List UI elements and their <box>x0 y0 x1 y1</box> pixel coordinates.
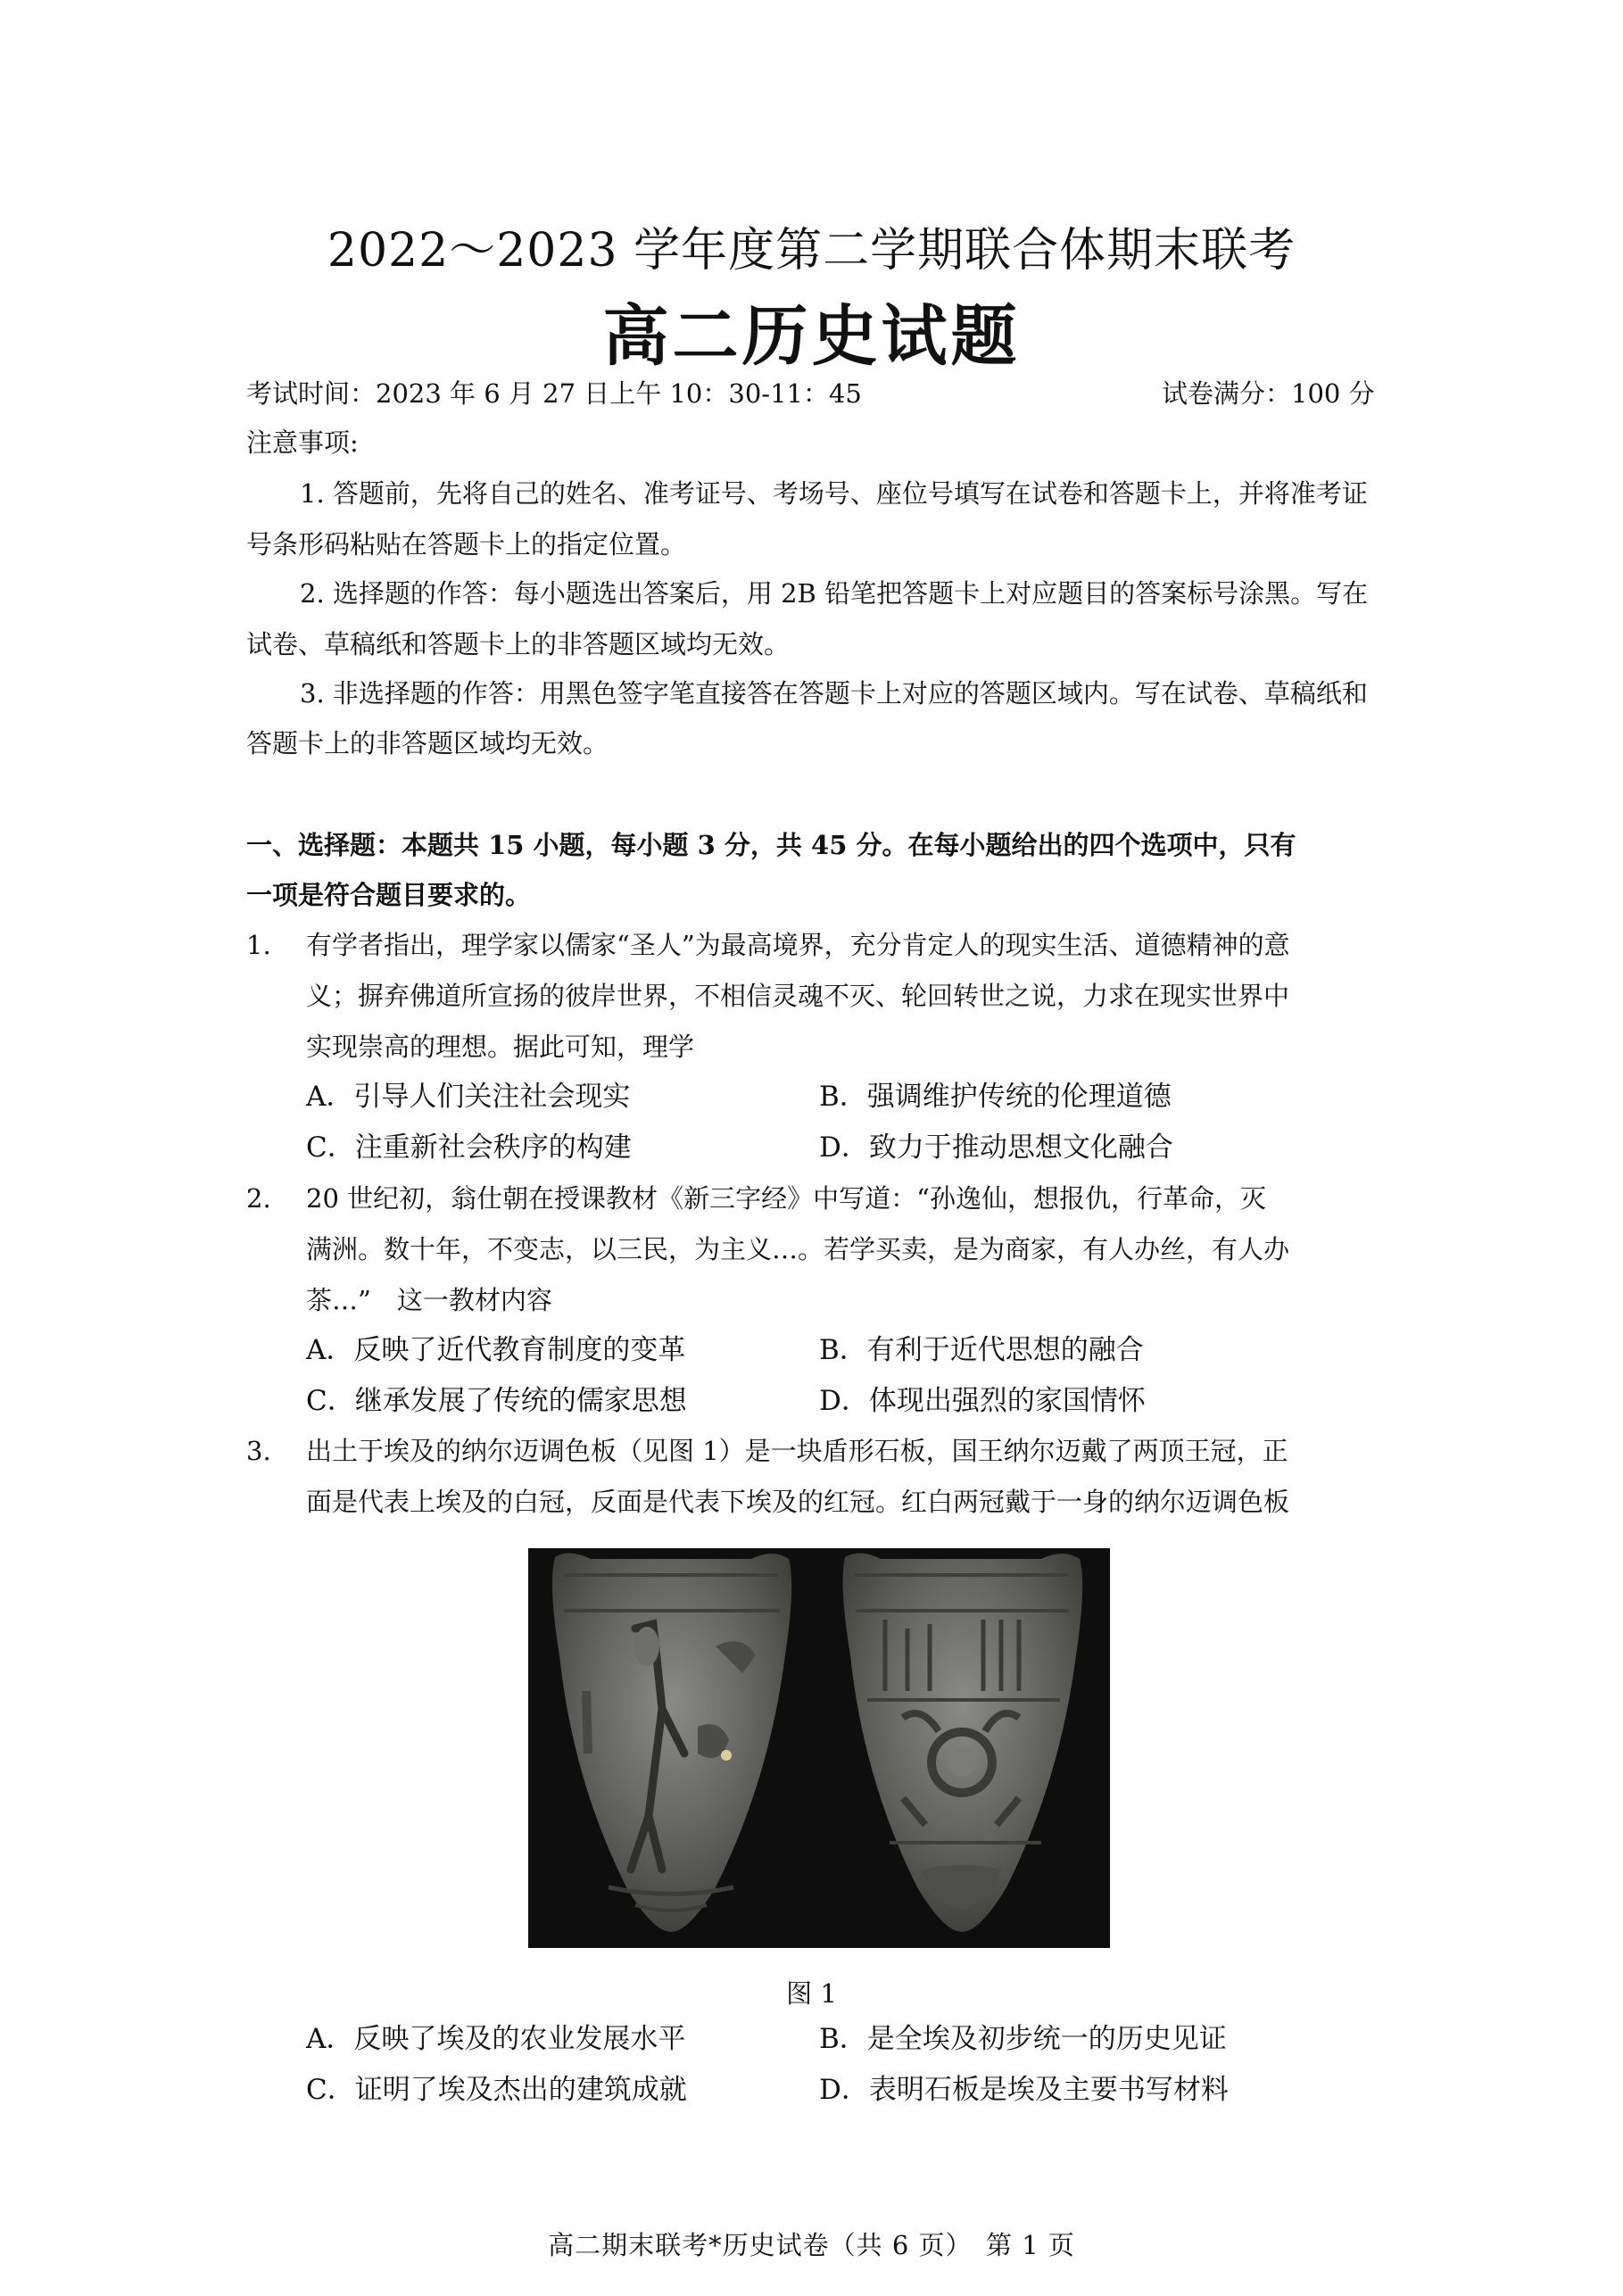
notice-item-1-cont: 号条形码粘贴在答题卡上的指定位置。 <box>246 529 687 559</box>
q3-option-b: B．是全埃及初步统一的历史见证 <box>819 2023 1227 2055</box>
subject-title: 高二历史试题 <box>602 298 1021 375</box>
q1-option-c: C．注重新社会秩序的构建 <box>306 1131 632 1164</box>
figure-caption: 图 1 <box>786 1978 837 2009</box>
q2-stem: 20 世纪初，翁仕朝在授课教材《新三字经》中写道：“孙逸仙，想报仇，行革命，灭 <box>306 1183 1266 1214</box>
q1-option-a: A．引导人们关注社会现实 <box>306 1081 631 1113</box>
notice-item-2-cont: 试卷、草稿纸和答题卡上的非答题区域均无效。 <box>246 629 791 659</box>
q1-stem-2: 义；摒弃佛道所宣扬的彼岸世界，不相信灵魂不灭、轮回转世之说，力求在现实世界中 <box>306 981 1290 1011</box>
notice-item-1: 1. 答题前，先将自己的姓名、准考证号、考场号、座位号填写在试卷和答题卡上，并将准考证 <box>300 478 1368 509</box>
q1-option-d: D．致力于推动思想文化融合 <box>819 1131 1173 1164</box>
q3-stem: 出土于埃及的纳尔迈调色板（见图 1）是一块盾形石板，国王纳尔迈戴了两顶王冠，正 <box>306 1436 1288 1466</box>
q3-option-d: D．表明石板是埃及主要书写材料 <box>819 2074 1229 2106</box>
q3-stem-2: 面是代表上埃及的白冠，反面是代表下埃及的红冠。红白两冠戴于一身的纳尔迈调色板 <box>306 1487 1290 1517</box>
q2-stem-3: 茶…” 这一教材内容 <box>306 1285 552 1315</box>
notice-item-2: 2. 选择题的作答：每小题选出答案后，用 2B 铅笔把答题卡上对应题目的答案标号涂黑。写在 <box>300 578 1369 609</box>
exam-time: 考试时间：2023 年 6 月 27 日上午 10：30-11：45 <box>246 378 862 409</box>
narmer-palette-figure <box>528 1548 1110 1948</box>
q1-stem: 有学者指出，理学家以儒家“圣人”为最高境界，充分肯定人的现实生活、道德精神的意 <box>306 930 1290 960</box>
exam-title: 2022～2023 学年度第二学期联合体期末联考 <box>327 224 1296 278</box>
full-score: 试卷满分：100 分 <box>1162 378 1375 409</box>
q2-stem-2: 满洲。数十年，不变志，以三民，为主义…。若学买卖，是为商家，有人办丝，有人办 <box>306 1234 1290 1264</box>
section-heading: 一、选择题：本题共 15 小题，每小题 3 分，共 45 分。在每小题给出的四个选项中，只有 <box>246 830 1296 860</box>
q3-option-c: C．证明了埃及杰出的建筑成就 <box>306 2074 687 2106</box>
notice-item-3: 3. 非选择题的作答：用黑色签字笔直接答在答题卡上对应的答题区域内。写在试卷、草稿纸和 <box>300 678 1368 709</box>
q2-option-b: B．有利于近代思想的融合 <box>819 1334 1144 1366</box>
notice-item-3-cont: 答题卡上的非答题区域均无效。 <box>246 728 609 758</box>
page-footer: 高二期末联考*历史试卷（共 6 页） 第 1 页 <box>548 2230 1075 2260</box>
section-heading-cont: 一项是符合题目要求的。 <box>246 880 532 910</box>
q1-stem-3: 实现崇高的理想。据此可知，理学 <box>306 1032 695 1062</box>
q2-number: 2. <box>246 1183 271 1214</box>
narmer-palette-image <box>528 1548 1110 1948</box>
q2-option-d: D．体现出强烈的家国情怀 <box>819 1385 1146 1417</box>
notice-heading: 注意事项: <box>246 427 359 458</box>
q3-option-a: A．反映了埃及的农业发展水平 <box>306 2023 686 2055</box>
q2-option-c: C．继承发展了传统的儒家思想 <box>306 1385 687 1417</box>
q1-number: 1. <box>246 930 271 960</box>
q2-option-a: A．反映了近代教育制度的变革 <box>306 1334 686 1366</box>
q1-option-b: B．强调维护传统的伦理道德 <box>819 1081 1172 1113</box>
q3-number: 3. <box>246 1436 271 1466</box>
